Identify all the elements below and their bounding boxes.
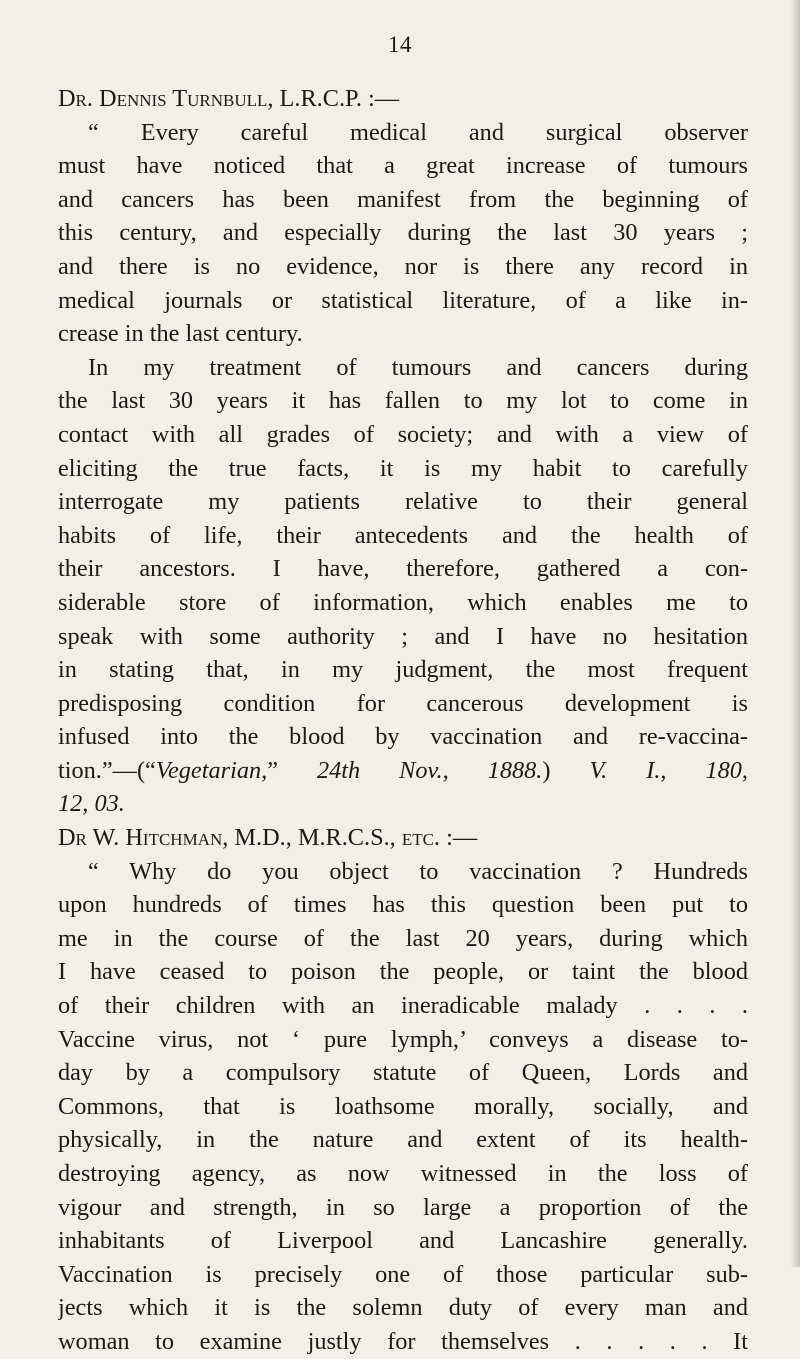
text-line [58, 687, 748, 721]
page-number: 14 [388, 32, 412, 57]
line-text: must have noticed that a great increase of tumours [58, 152, 748, 180]
text-line [58, 552, 748, 586]
text-line [58, 821, 748, 855]
text-line [58, 653, 748, 687]
line-text: me in the course of the last 20 years, during which [58, 924, 748, 952]
text-line [58, 1157, 748, 1191]
line-text: physically, in the nature and extent of its health- [58, 1126, 748, 1154]
text-line [58, 183, 748, 217]
text-line [58, 720, 748, 754]
line-text: In my treatment of tumours and cancers during [88, 353, 748, 381]
text-line [58, 116, 748, 150]
line-text: inhabitants of Liverpool and Lancashire generally. [58, 1227, 748, 1255]
text-line [58, 1056, 748, 1090]
author-heading: Dr. Dennis Turnbull, L.R.C.P. [58, 85, 362, 112]
text-line [58, 1258, 748, 1292]
author-heading: Dr W. Hitchman, M.D., M.R.C.S., etc. [58, 824, 440, 852]
text-line [58, 855, 748, 889]
line-text: ” [267, 756, 317, 784]
text-line [58, 888, 748, 922]
line-text: Vaccination is precisely one of those particular sub- [58, 1260, 748, 1288]
text-line [58, 519, 748, 553]
citation-text: 24th Nov., 1888. [316, 756, 543, 784]
line-text: tion.”—(“ [58, 756, 156, 784]
line-text: habits of life, their antecedents and the health of [58, 521, 748, 549]
line-text: ) [542, 756, 590, 784]
line-text: medical journals or statistical literature, of a like in- [58, 286, 748, 314]
text-line [58, 317, 748, 351]
citation-text: Vegetarian, [155, 756, 268, 784]
text-line [58, 418, 748, 452]
text-line [58, 485, 748, 519]
line-text: the last 30 years it has fallen to my lot to come in [58, 387, 748, 415]
text-line [58, 250, 748, 284]
line-text: destroying agency, as now witnessed in the loss of [58, 1160, 748, 1187]
text-line [58, 1224, 748, 1258]
line-text: upon hundreds of times has this question been put to [58, 891, 748, 919]
line-text: vigour and strength, in so large a proportion of the [58, 1193, 748, 1221]
line-text: “ Why do you object to vaccination ? Hundreds [88, 857, 748, 885]
text-line [58, 922, 748, 956]
line-text: infused into the blood by vaccination and re-vaccina- [58, 723, 748, 751]
text-line [58, 1191, 748, 1225]
text-line [58, 452, 748, 486]
text-line [58, 787, 748, 821]
line-text: “ Every careful medical and surgical observer [88, 118, 748, 146]
text-line [58, 586, 748, 620]
text-line [58, 351, 748, 385]
text-line [58, 284, 748, 318]
line-text: crease in the last century. [58, 320, 303, 348]
line-text: and cancers has been manifest from the beginning of [58, 185, 748, 213]
line-text: Vaccine virus, not ‘ pure lymph,’ conveys a disease to- [58, 1025, 748, 1053]
line-text: Commons, that is loathsome morally, socially, and [58, 1092, 748, 1120]
text-line [58, 384, 748, 418]
text-line [58, 1090, 748, 1124]
line-text: :— [361, 85, 400, 112]
line-text: :— [440, 824, 478, 852]
line-text: speak with some authority ; and I have no hesitation [58, 622, 748, 650]
text-line [58, 149, 748, 183]
body-text [58, 82, 748, 1359]
line-text: predisposing condition for cancerous development is [58, 689, 748, 717]
text-line [58, 1325, 748, 1359]
text-line [58, 754, 748, 788]
text-line [58, 216, 748, 250]
line-text: in stating that, in my judgment, the most frequent [58, 656, 748, 684]
page-edge-shadow [790, 0, 800, 1267]
text-line [58, 82, 748, 116]
line-text: day by a compulsory statute of Queen, Lords and [58, 1059, 748, 1087]
line-text: jects which it is the solemn duty of every man and [58, 1294, 748, 1322]
citation-text: 12, 03. [58, 790, 125, 818]
text-line [58, 1123, 748, 1157]
line-text: their ancestors. I have, therefore, gathered a con- [58, 555, 748, 583]
text-line [58, 955, 748, 989]
citation-text: V. I., 180, [589, 756, 748, 784]
line-text: siderable store of information, which enables me to [58, 588, 748, 616]
text-line [58, 1291, 748, 1325]
line-text: I have ceased to poison the people, or taint the blood [58, 958, 748, 986]
line-text: eliciting the true facts, it is my habit to carefully [58, 454, 748, 482]
text-line [58, 1023, 748, 1057]
line-text: of their children with an ineradicable malady . . . . [58, 992, 748, 1020]
text-line [58, 620, 748, 654]
text-line [58, 989, 748, 1023]
line-text: contact with all grades of society; and with a view of [58, 420, 748, 448]
line-text: interrogate my patients relative to their general [58, 488, 748, 516]
line-text: and there is no evidence, nor is there any record in [58, 252, 748, 280]
line-text: woman to examine justly for themselves . . . . . It [58, 1327, 748, 1355]
line-text: this century, and especially during the last 30 years ; [58, 219, 748, 247]
